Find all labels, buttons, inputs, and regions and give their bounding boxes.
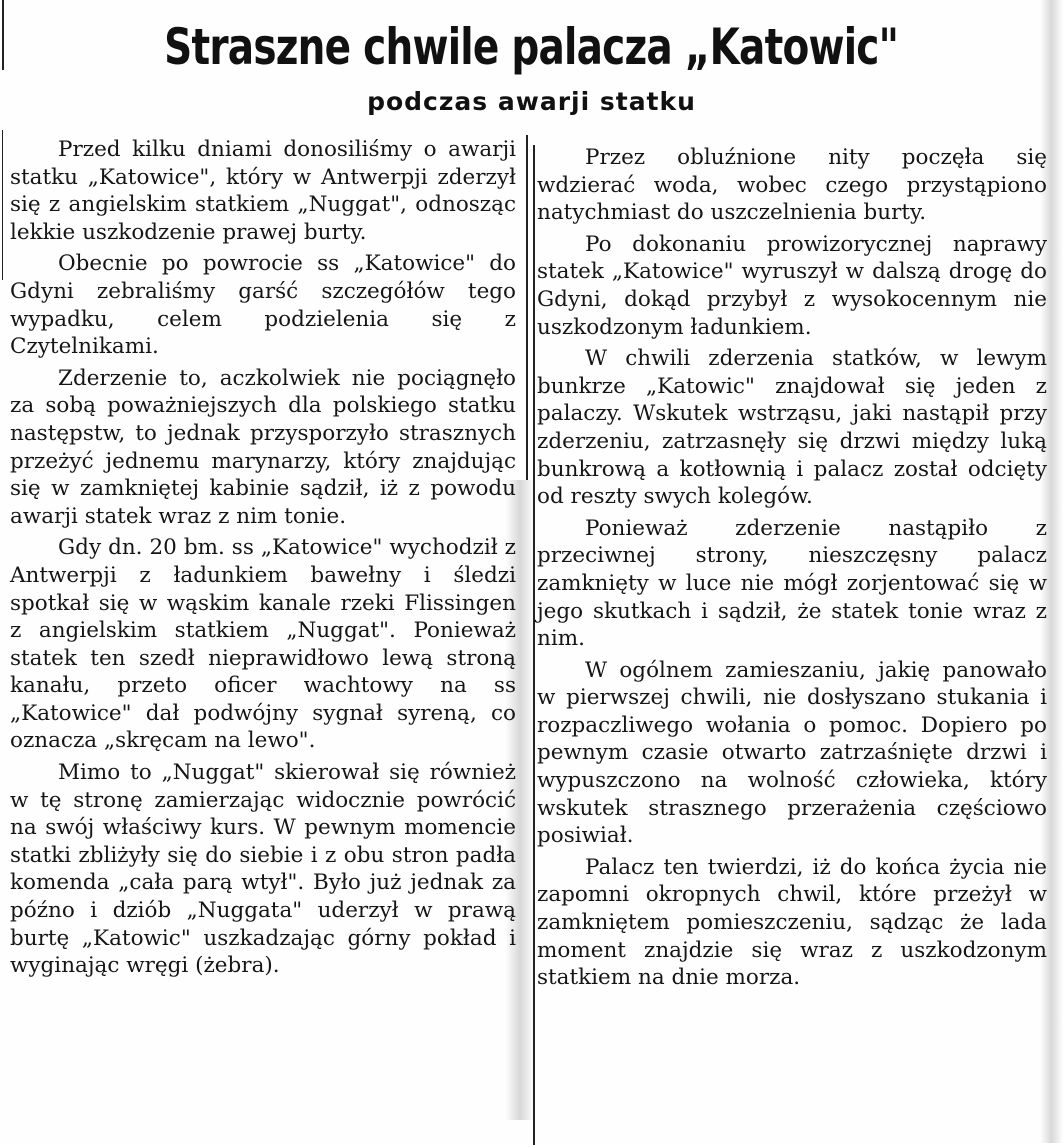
paragraph: Przez obluźnione nity poczęła się wdzierać woda, wobec czego przystąpiono natychmiast do uszczelnienia burty. <box>537 145 1047 226</box>
column-divider-upper <box>526 135 528 480</box>
left-border-line-lower <box>2 130 3 280</box>
column-divider <box>533 145 535 1145</box>
paragraph: Zderzenie to, aczkolwiek nie pociągnęło za sobą poważniejszych dla polskiego statku następstw, to jednak przysporzyło strasznych przeżyć jednemu marynarzy, który znajdując się w zamkniętej kabinie sądził, iż z powodu awarji statek wraz z nim tonie. <box>10 365 516 529</box>
paragraph: Gdy dn. 20 bm. ss „Katowice" wychodził z Antwerpji z ładunkiem bawełny i śledzi spotkał się w wąskim kanale rzeki Flissingen z angielskim statkiem „Nuggat". Ponieważ statek ten szedł nieprawidłowo lewą stroną kanału, przeto oficer wachtowy na ss „Katowice" dał podwójny sygnał syreną, co oznacza „skręcam na lewo". <box>10 535 516 754</box>
paragraph: Po dokonaniu prowizorycznej naprawy statek „Katowice" wyruszył w dalszą drogę do Gdyni, dokąd przybył z wysokocennym nie uszkodzonym ładunkiem. <box>537 231 1047 340</box>
paragraph: W ogólnem zamieszaniu, jakię panowało w pierwszej chwili, nie dosłyszano stukania i rozpaczliwego wołania o pomoc. Dopiero po pewnym czasie otwarto zatrzaśnięte drzwi i wypuszczono na wolność człowieka, który wskutek strasznego przerażenia częściowo posiwiał. <box>537 657 1047 849</box>
left-border-line <box>2 0 4 70</box>
paragraph: Mimo to „Nuggat" skierował się również w tę stronę zamierzając widocznie powrócić na swój właściwy kurs. W pewnym momencie statki zbliżyły się do siebie i z obu stron padła komenda „cała parą wtył". Było już jednak za późno i dziób „Nuggata" uderzył w prawą burtę „Katowic" uszkadzając górny pokład i wyginając wręgi (żebra). <box>10 760 516 979</box>
subheadline: podczas awarji statku <box>367 87 696 116</box>
headline: Straszne chwile palacza „Katowic" <box>164 18 899 76</box>
right-column <box>537 144 1047 996</box>
paragraph: Obecnie po powrocie ss „Katowice" do Gdyni zebraliśmy garść szczegółów tego wypadku, celem podzielenia się z Czytelnikami. <box>10 251 516 360</box>
paragraph: Ponieważ zderzenie nastąpiło z przeciwnej strony, nieszczęsny palacz zamknięty w luce nie mógł zorjentować się w jego skutkach i sądził, że statek tonie wraz z nim. <box>537 515 1047 652</box>
paragraph: W chwili zderzenia statków, w lewym bunkrze „Katowic" znajdował się jeden z palaczy. Wskutek wstrząsu, jaki nastąpił przy zderzeniu, zatrzasnęły się drzwi między luką bunkrową a kotłownią i palacz został odcięty od reszty swych kolegów. <box>537 346 1047 510</box>
paragraph: Przed kilku dniami donosiliśmy o awarji statku „Katowice", który w Antwerpji zderzył się z angielskim statkiem „Nuggat", odnosząc lekkie uszkodzenie prawej burty. <box>10 137 516 245</box>
left-column <box>10 136 516 984</box>
paragraph: Palacz ten twierdzi, iż do końca życia nie zapomni okropnych chwil, które przeżył w zamkniętem pomieszczeniu, sądząc że lada moment znajdzie się wraz z uszkodzonym statkiem na dnie morza. <box>537 854 1047 991</box>
